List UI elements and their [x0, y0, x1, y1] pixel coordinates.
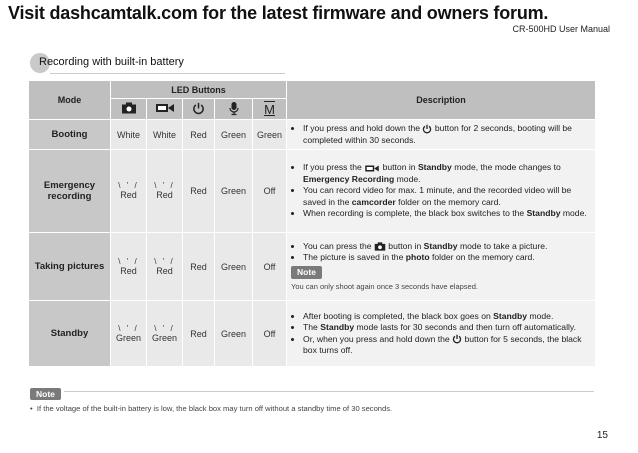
footer-note — [30, 384, 61, 402]
footer-note-text: • If the voltage of the built-in battery is low, the black box may turn off without a standby time of 30 seconds. — [30, 404, 393, 413]
section-heading — [30, 52, 285, 74]
description-item: • You can record video for max. 1 minute, and the recorded video will be saved in the camcorder folder on the memory card. — [303, 185, 591, 208]
led-value: Red — [183, 233, 215, 301]
blink-rays-icon: \ ' / — [118, 256, 139, 266]
led-value: Off — [253, 233, 287, 301]
led-value: Off — [253, 301, 287, 367]
led-value: Green — [215, 150, 253, 233]
mode-standby: Standby — [29, 301, 111, 367]
led-value: \ ' / Red — [111, 233, 147, 301]
led-value: Green — [215, 233, 253, 301]
note-text: You can only shoot again once 3 seconds have elapsed. — [291, 281, 478, 291]
mode-booting: Booting — [29, 120, 111, 150]
description-item: • If you press the button in Standby mode, the mode changes to Emergency Recording mode. — [303, 162, 591, 185]
section-title: Recording with built-in battery — [39, 56, 184, 68]
description-item: • After booting is completed, the black box goes on Standby mode. — [303, 311, 591, 322]
header-led-buttons: LED Buttons — [111, 81, 287, 99]
led-value: White — [111, 120, 147, 150]
description-booting — [287, 120, 596, 150]
led-value: \ ' / Green — [147, 301, 183, 367]
led-value: Red — [183, 150, 215, 233]
footer-note-rule — [64, 391, 594, 392]
power-icon — [192, 102, 205, 115]
led-microphone-header — [215, 99, 253, 120]
blink-rays-icon: \ ' / — [118, 323, 139, 333]
led-camera-header — [111, 99, 147, 120]
camcorder-icon — [155, 102, 175, 114]
power-icon — [422, 124, 432, 134]
note-tag: Note — [30, 388, 61, 400]
led-value: Green — [215, 301, 253, 367]
led-value: Red — [183, 301, 215, 367]
manual-title: CR-500HD User Manual — [512, 24, 610, 34]
description-emergency — [287, 150, 596, 233]
led-value: Red — [183, 120, 215, 150]
description-item: • The Standby mode lasts for 30 seconds and then turn off automatically. — [303, 322, 591, 333]
led-value: \ ' / Green — [111, 301, 147, 367]
led-value: Off — [253, 150, 287, 233]
led-power-header — [183, 99, 215, 120]
description-item: • If you press and hold down the button for 2 seconds, booting will be completed within 30 seconds. — [303, 123, 591, 146]
blink-rays-icon: \ ' / — [154, 256, 175, 266]
camera-icon — [121, 102, 137, 114]
led-value: Green — [215, 120, 253, 150]
description-item: • The picture is saved in the photo folder on the memory card. — [303, 252, 591, 263]
description-item: • Or, when you press and hold down the button for 5 seconds, the black box turns off. — [303, 334, 591, 357]
menu-m-icon: M — [264, 101, 275, 117]
section-underline — [50, 73, 285, 74]
led-value: Green — [253, 120, 287, 150]
led-value: \ ' / Red — [111, 150, 147, 233]
blink-rays-icon: \ ' / — [118, 181, 139, 190]
description-standby — [287, 301, 596, 367]
led-menu-header — [253, 99, 287, 120]
page-number: 15 — [596, 430, 608, 441]
description-pictures — [287, 233, 596, 301]
blink-rays-icon: \ ' / — [154, 181, 175, 190]
led-value: \ ' / Red — [147, 150, 183, 233]
description-item: • When recording is complete, the black box switches to the Standby mode. — [303, 208, 591, 219]
led-value: White — [147, 120, 183, 150]
led-camcorder-header — [147, 99, 183, 120]
header-mode: Mode — [29, 81, 111, 120]
led-mode-table — [28, 80, 596, 367]
description-item: • You can press the button in Standby mode to take a picture. — [303, 241, 591, 252]
microphone-icon — [228, 101, 240, 116]
led-value: \ ' / Red — [147, 233, 183, 301]
mode-emergency-recording: Emergency recording — [29, 150, 111, 233]
mode-taking-pictures: Taking pictures — [29, 233, 111, 301]
note-tag: Note — [291, 266, 322, 279]
blink-rays-icon: \ ' / — [154, 323, 175, 333]
header-description: Description — [287, 81, 596, 120]
camcorder-icon — [364, 164, 380, 173]
power-icon — [452, 334, 462, 344]
banner-heading: Visit dashcamtalk.com for the latest firmware and owners forum. — [8, 3, 549, 23]
camera-icon — [374, 242, 386, 251]
